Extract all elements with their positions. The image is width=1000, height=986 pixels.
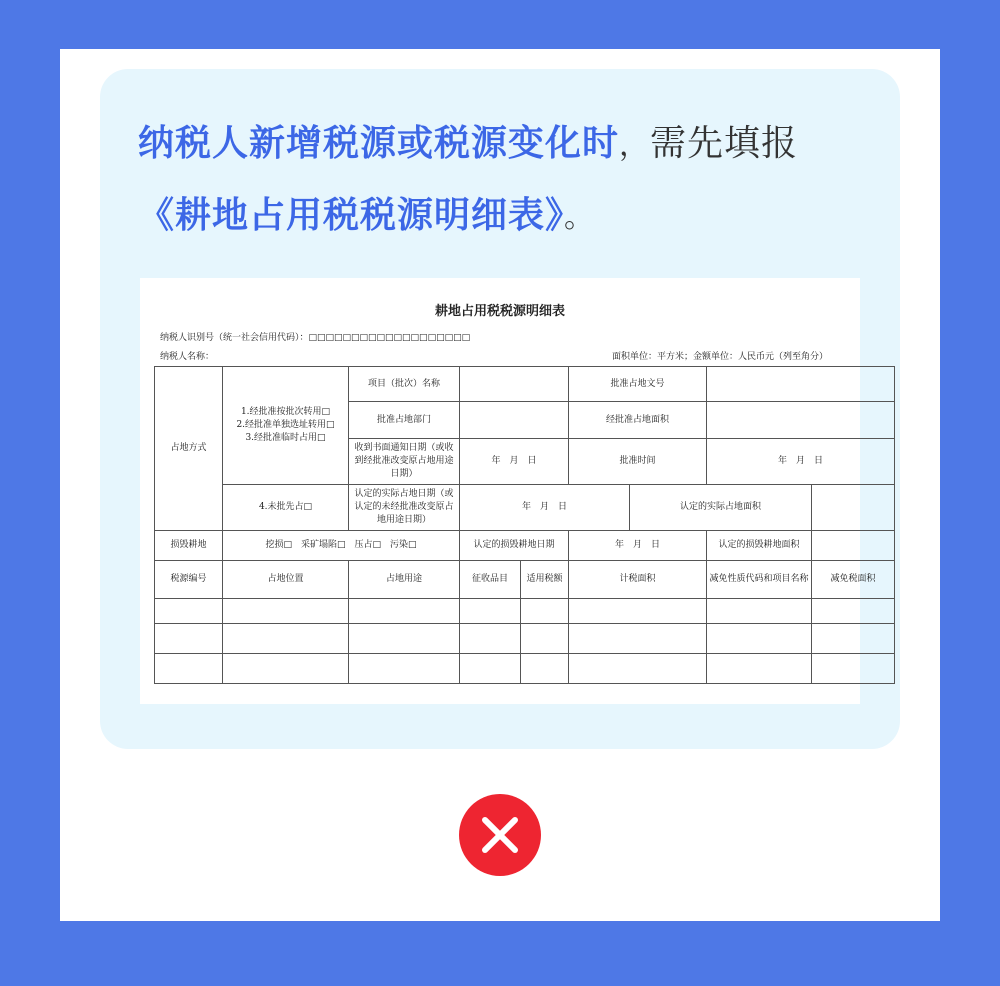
notice-date-label: 收到书面通知日期（或收到经批准改变原占地用途日期） (349, 439, 460, 485)
actual-date-value: 年 月 日 (460, 485, 630, 531)
table-row (155, 599, 895, 624)
approval-time-label: 批准时间 (569, 439, 707, 485)
approval-dept-value (460, 402, 569, 439)
approved-area-value (707, 402, 895, 439)
taxpayer-id-boxes: □□□□□□□□□□□□□□□□□□□ (308, 333, 471, 343)
project-name-value (460, 367, 569, 402)
damaged-land-label: 损毁耕地 (155, 531, 223, 561)
source-detail-table (154, 366, 895, 684)
table-row (155, 654, 895, 684)
headline-blue-text: 纳税人新增税源或税源变化时 (138, 123, 620, 164)
notice-date-value: 年 月 日 (460, 439, 569, 485)
actual-date-label: 认定的实际占地日期（或认定的未经批准改变原占地用途日期） (349, 485, 460, 531)
damage-types: 挖损□ 采矿塌陷□ 压占□ 污染□ (223, 531, 460, 561)
project-name-label: 项目（批次）名称 (349, 367, 460, 402)
unit-note: 面积单位：平方米；金额单位：人民币元（列至角分） (611, 352, 828, 362)
approval-doc-no-label: 批准占地文号 (569, 367, 707, 402)
taxpayer-id-line (160, 330, 470, 343)
reject-mark (459, 794, 541, 876)
headline-form-name: 《耕地占用税税源明细表》 (138, 195, 565, 236)
headline (138, 109, 878, 253)
damage-area-label: 认定的损毁耕地面积 (707, 531, 812, 561)
col-taxable-area: 计税面积 (569, 561, 707, 599)
occupation-mode-label: 占地方式 (155, 367, 223, 531)
col-levy-item: 征收品目 (460, 561, 521, 599)
approval-doc-no-value (707, 367, 895, 402)
damage-date-value: 年 月 日 (569, 531, 707, 561)
approved-area-label: 经批准占地面积 (569, 402, 707, 439)
col-relief-area: 减免税面积 (812, 561, 895, 599)
approval-time-value: 年 月 日 (707, 439, 895, 485)
actual-area-label: 认定的实际占地面积 (630, 485, 812, 531)
col-use: 占地用途 (349, 561, 460, 599)
actual-area-value (812, 485, 895, 531)
taxpayer-id-label: 纳税人识别号（统一社会信用代码）： (160, 333, 309, 343)
approval-dept-label: 批准占地部门 (349, 402, 460, 439)
approved-options-cell (223, 367, 349, 485)
table-row (155, 624, 895, 654)
col-location: 占地位置 (223, 561, 349, 599)
damage-area-value (812, 531, 895, 561)
col-relief-code: 减免性质代码和项目名称 (707, 561, 812, 599)
col-tax-rate: 适用税额 (521, 561, 569, 599)
content-card (60, 49, 940, 921)
taxpayer-name-label: 纳税人名称： (160, 352, 215, 362)
info-panel (100, 69, 900, 749)
close-icon (459, 794, 541, 876)
headline-comma: ， (619, 128, 651, 163)
tax-form-document (140, 278, 876, 704)
form-title: 耕地占用税税源明细表 (434, 304, 565, 319)
headline-period: 。 (564, 200, 596, 235)
damage-date-label: 认定的损毁耕地日期 (460, 531, 569, 561)
approved-option-1: 1.经批准按批次转用□ (240, 407, 331, 417)
unapproved-option: 4.未批先占□ (223, 485, 349, 531)
approved-option-2: 2.经批准单独选址转用□ (236, 420, 335, 430)
col-source-no: 税源编号 (155, 561, 223, 599)
approved-option-3: 3.经批准临时占用□ (245, 433, 326, 443)
headline-dark-text: 需先填报 (650, 123, 799, 164)
